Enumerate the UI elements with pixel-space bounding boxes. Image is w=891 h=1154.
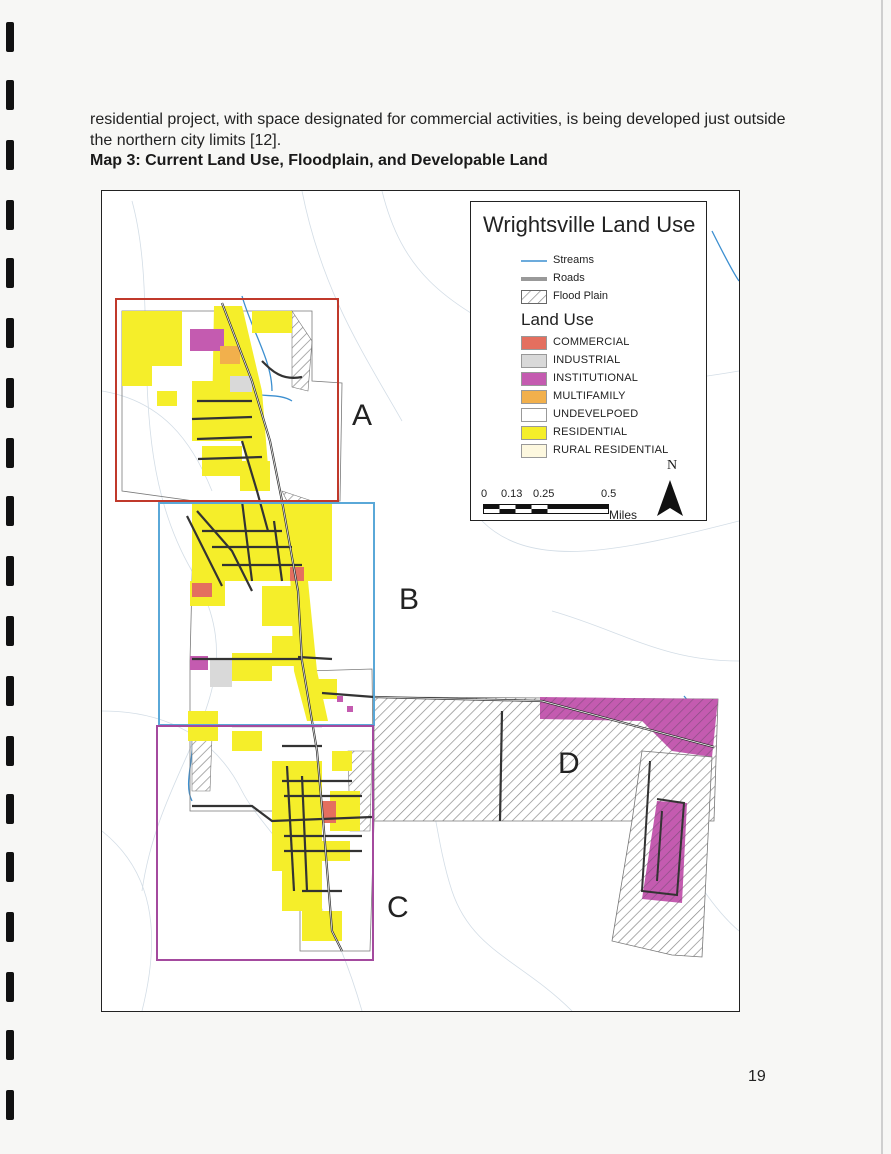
scale-bar bbox=[483, 504, 609, 514]
zone-a-label: A bbox=[352, 399, 373, 432]
legend-rural-residential: RURAL RESIDENTIAL bbox=[553, 444, 669, 456]
legend-roads-label: Roads bbox=[553, 272, 585, 284]
land-use-map bbox=[101, 190, 740, 1012]
page-edge bbox=[881, 0, 883, 1154]
legend-multifamily: MULTIFAMILY bbox=[553, 390, 626, 402]
legend-institutional: INSTITUTIONAL bbox=[553, 372, 639, 384]
page-number: 19 bbox=[748, 1068, 766, 1085]
zone-c-label: C bbox=[387, 891, 409, 924]
swatch-residential bbox=[521, 426, 547, 440]
scale-tick-1: 0.13 bbox=[501, 488, 523, 500]
swatch-rural-residential bbox=[521, 444, 547, 458]
legend-undeveloped: UNDEVELPOED bbox=[553, 408, 639, 420]
stream-symbol bbox=[521, 254, 547, 268]
spiral-binding bbox=[4, 0, 20, 1154]
legend-land-use-title: Land Use bbox=[521, 310, 594, 329]
swatch-undeveloped bbox=[521, 408, 547, 422]
legend-title: Wrightsville Land Use bbox=[483, 212, 696, 237]
north-label: N bbox=[667, 458, 678, 473]
body-paragraph: residential project, with space designated for commercial activities, is being developed just outside the northern city limits [12]. bbox=[90, 111, 786, 149]
road-symbol bbox=[521, 272, 547, 286]
scale-unit: Miles bbox=[609, 508, 638, 522]
swatch-industrial bbox=[521, 354, 547, 368]
swatch-institutional bbox=[521, 372, 547, 386]
scale-tick-2: 0.25 bbox=[533, 488, 555, 500]
scale-tick-0: 0 bbox=[481, 488, 488, 500]
institutional-a bbox=[190, 329, 224, 351]
map-heading: Map 3: Current Land Use, Floodplain, and Developable Land bbox=[90, 152, 548, 169]
flood-plain-symbol bbox=[521, 290, 547, 304]
north-arrow-icon bbox=[655, 478, 685, 518]
zone-b-label: B bbox=[399, 583, 420, 616]
legend-flood-plain-label: Flood Plain bbox=[553, 290, 609, 302]
legend-residential: RESIDENTIAL bbox=[553, 426, 628, 438]
swatch-commercial bbox=[521, 336, 547, 350]
scale-tick-3: 0.5 bbox=[601, 488, 617, 500]
commercial-b bbox=[192, 583, 212, 597]
legend-commercial: COMMERCIAL bbox=[553, 336, 630, 348]
swatch-multifamily bbox=[521, 390, 547, 404]
legend-industrial: INDUSTRIAL bbox=[553, 354, 621, 366]
map-legend bbox=[470, 201, 707, 521]
zone-d-label: D bbox=[558, 747, 580, 780]
legend-streams-label: Streams bbox=[553, 254, 594, 266]
multifamily-a bbox=[220, 346, 240, 364]
